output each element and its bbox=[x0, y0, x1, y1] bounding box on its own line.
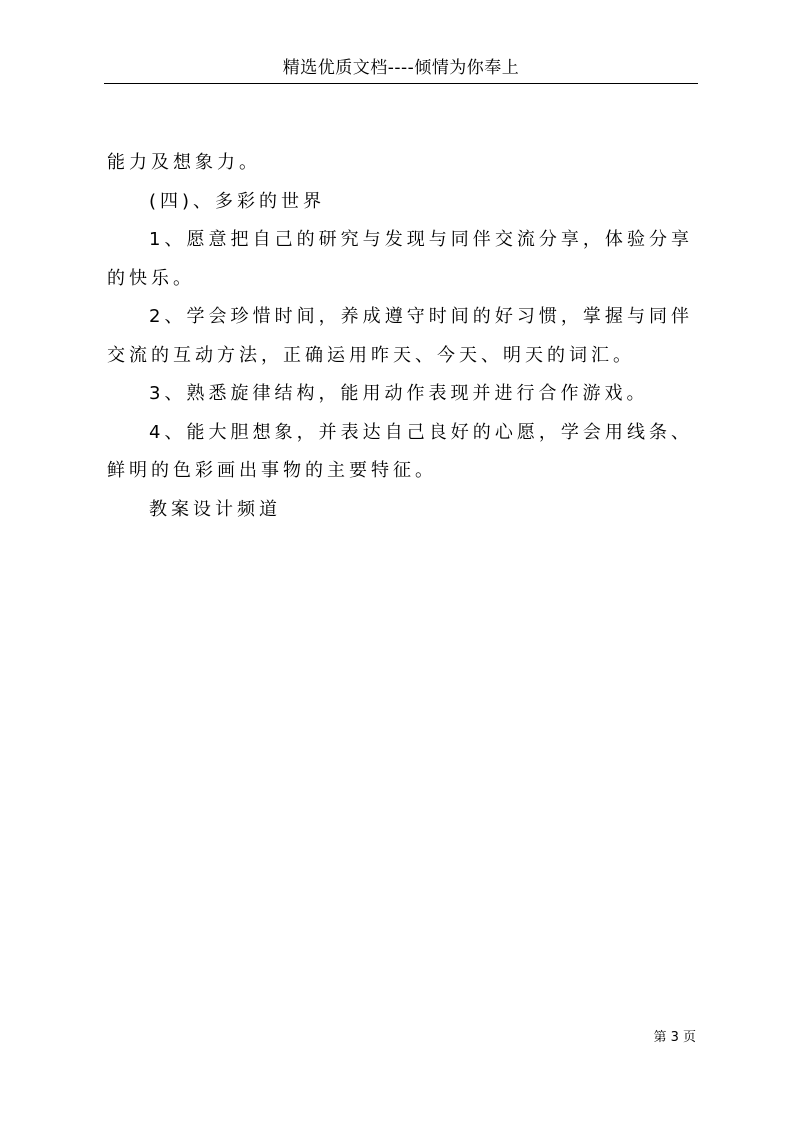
page-number: 第 3 页 bbox=[653, 1030, 696, 1045]
paragraph-closing: 教案设计频道 bbox=[149, 498, 281, 520]
paragraph-item-4: 4、能大胆想象，并表达自己良好的心愿，学会用线条、鲜明的色彩画出事物的主要特征。 bbox=[107, 421, 693, 481]
header-divider bbox=[104, 83, 698, 84]
paragraph-item-2: 2、学会珍惜时间，养成遵守时间的好习惯，掌握与同伴交流的互动方法，正确运用昨天、今天、明天的词汇。 bbox=[107, 306, 693, 366]
paragraph-continuation: 能力及想象力。 bbox=[107, 152, 261, 173]
paragraph-item-3: 3、熟悉旋律结构，能用动作表现并进行合作游戏。 bbox=[149, 383, 649, 404]
paragraph-item-1: 1、愿意把自己的研究与发现与同伴交流分享，体验分享的快乐。 bbox=[107, 229, 693, 289]
section-heading: (四)、多彩的世界 bbox=[149, 190, 326, 212]
document-body bbox=[107, 144, 693, 529]
page-header-title: 精选优质文档----倾情为你奉上 bbox=[282, 58, 520, 78]
